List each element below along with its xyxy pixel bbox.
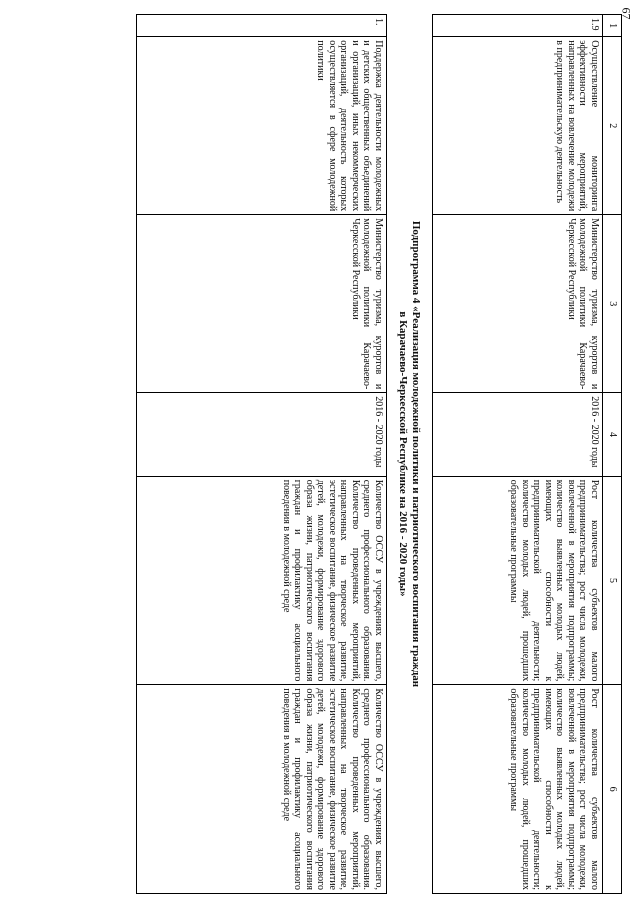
period-cell: 2016 - 2020 годы [433,393,603,476]
table-row [433,15,603,894]
result-cell: Рост количества субъектов малого предпринимательства; рост числа молодежи, вовлеченной в мероприятия подпрограммы; количество выявленных молодых людей, имеющих способности к предпринимательской деятельности; количество молодых людей, прошедших образовательные программы [433,476,603,685]
executor-cell: Министерство туризма, курортов и молодежной политики Карачаево-Черкесской Республики [136,215,386,393]
period-cell: 2016 - 2020 годы [136,393,386,476]
indicator-cell: Рост количества субъектов малого предпринимательства; рост числа молодежи, вовлеченной в мероприятия подпрограммы; количество выявленных молодых людей, имеющих способности к предпринимательской деятельности; количество молодых людей, прошедших образовательные программы [433,685,603,894]
column-header: 6 [603,685,622,894]
subprogram-title-line2: в Карачаево-Черкесской Республике на 2016 - 2020 годы» [397,311,410,597]
column-number-row [603,15,622,894]
subprogram-title-line1: Подпрограмма 4 «Реализация молодежной политики и патриотического воспитания граждан [410,220,422,688]
program-table [136,14,622,894]
column-header: 4 [603,393,622,476]
indicator-cell: Количество ОССУ в учреждениях высшего, среднего профессионального образования. Количество проведенных мероприятий, направленных на творческое развитие, эстетическое воспитание, физическое развитие детей, молодежи, формирование здорового образа жизни, патриотического воспитания граждан и профилактику асоциального поведения в молодежной среде [136,685,386,894]
measure-cell: Осуществление мониторинга эффективности мероприятий, направленных на вовлечение молодежи в предпринимательскую деятельность [433,37,603,215]
column-header: 2 [603,37,622,215]
row-number: 1. [136,15,386,37]
executor-cell: Министерство туризма, курортов и молодежной политики Карачаево-Черкесской Республики [433,215,603,393]
rotated-page-content [22,14,622,894]
column-header: 1 [603,15,622,37]
row-number: 1.9 [433,15,603,37]
column-header: 3 [603,215,622,393]
measure-cell: Поддержка деятельности молодежных и детских общественных объединений и организаций, иных некоммерческих организаций, деятельность которых осуществляется в сфере молодежной политики [136,37,386,215]
subprogram-title [386,15,432,894]
column-header: 5 [603,476,622,685]
result-cell: Количество ОССУ в учреждениях высшего, среднего профессионального образования. Количество проведенных мероприятий, направленных на творческое развитие, эстетическое воспитание, физическое развитие детей, молодежи, формирование здорового образа жизни, патриотического воспитания граждан и профилактику асоциального поведения в молодежной среде [136,476,386,685]
page-number: 67 [619,7,634,20]
subprogram-title-row [386,15,432,894]
table-row [136,15,386,894]
